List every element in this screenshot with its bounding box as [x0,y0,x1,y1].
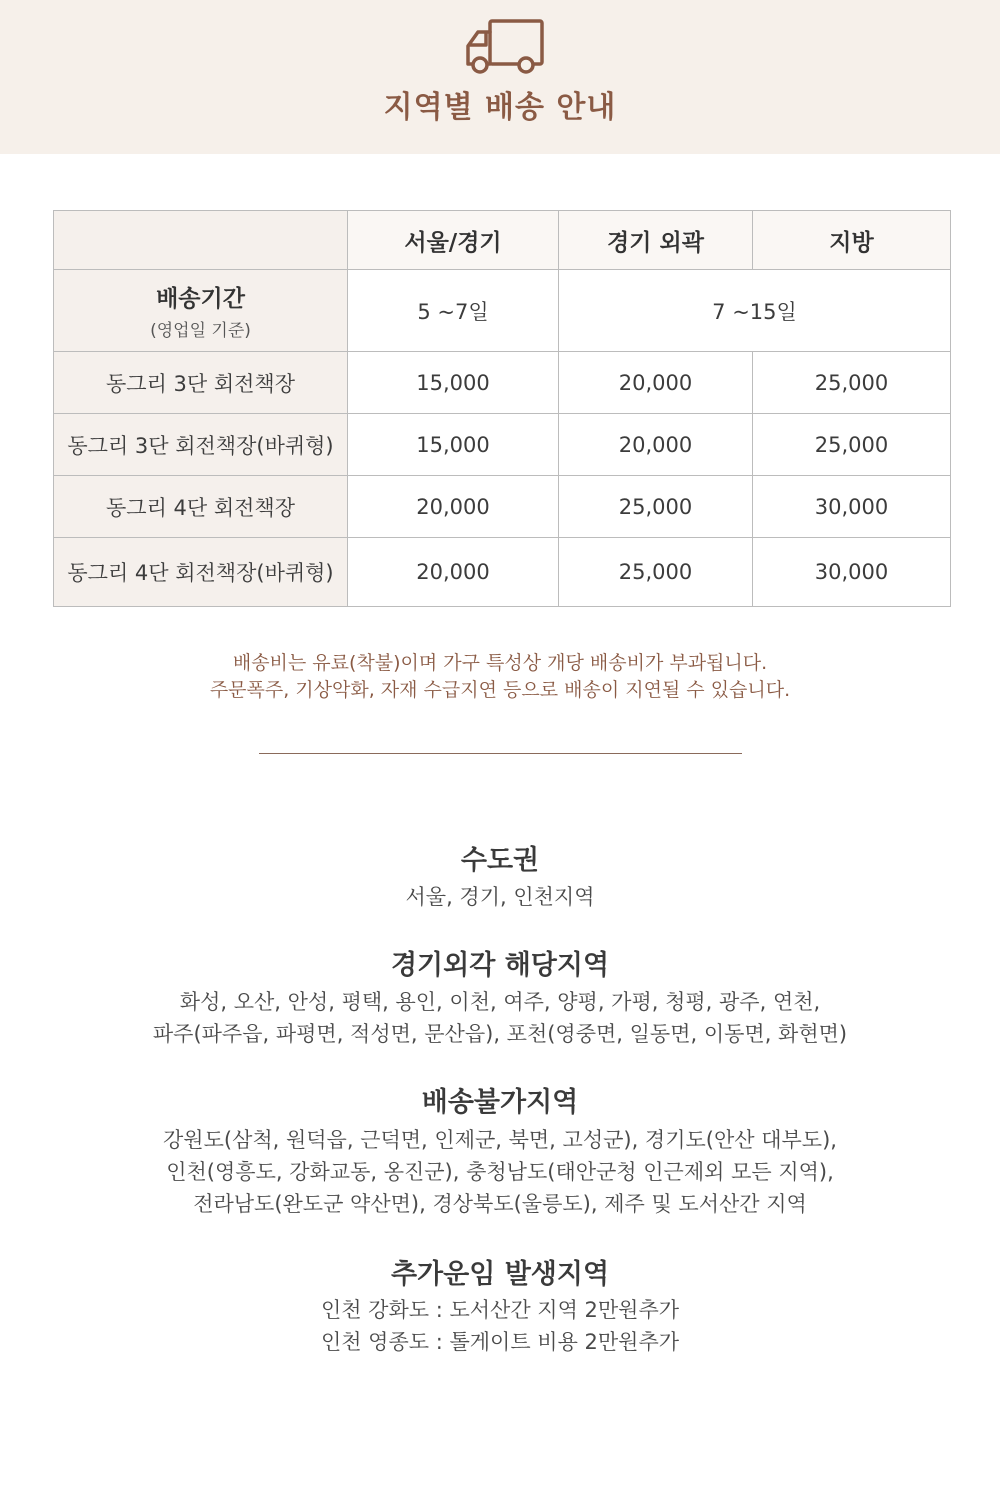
delivery-period-seoul: 5 ~7일 [348,270,559,352]
section-line: 인천(영흥도, 강화교동, 옹진군), 충청남도(태안군청 인근제외 모든 지역), [166,1160,834,1184]
fee-outer: 25,000 [559,538,753,607]
section-line: 인천 강화도 : 도서산간 지역 2만원추가 [320,1298,680,1322]
section-title-metro: 수도권 [460,845,540,876]
product-name: 동그리 3단 회전책장 [54,352,348,414]
fee-outer: 20,000 [559,414,753,476]
fee-local: 25,000 [753,352,951,414]
fee-seoul: 20,000 [348,538,559,607]
note-line: 주문폭주, 기상악화, 자재 수급지연 등으로 배송이 지연될 수 있습니다. [209,679,791,701]
column-header-local: 지방 [753,211,951,270]
page-header [0,0,1000,154]
fee-seoul: 20,000 [348,476,559,538]
product-name: 동그리 4단 회전책장 [54,476,348,538]
section-body-extra-fee [0,1294,1000,1358]
shipping-fee-table [53,210,951,607]
section-body-undeliverable [0,1124,1000,1220]
section-line: 화성, 오산, 안성, 평택, 용인, 이천, 여주, 양평, 가평, 청평, 광주, 연천, [179,990,821,1014]
delivery-period-label: 배송기간 [156,286,245,312]
section-line: 강원도(삼척, 원덕읍, 근덕면, 인제군, 북면, 고성군), 경기도(안산 대부도), [163,1128,837,1152]
column-header-outer: 경기 외곽 [559,211,753,270]
product-name: 동그리 4단 회전책장(바퀴형) [54,538,348,607]
page-title: 지역별 배송 안내 [383,90,617,125]
fee-outer: 20,000 [559,352,753,414]
table-header-row [54,211,951,270]
product-name: 동그리 3단 회전책장(바퀴형) [54,414,348,476]
table-row [54,476,951,538]
fee-seoul: 15,000 [348,414,559,476]
delivery-period-sublabel: (영업일 기준) [150,321,251,341]
table-row [54,414,951,476]
section-body-metro [0,881,1000,913]
section-line: 전라남도(완도군 약산면), 경상북도(울릉도), 제주 및 도서산간 지역 [193,1192,807,1216]
fee-outer: 25,000 [559,476,753,538]
section-title-extra-fee: 추가운임 발생지역 [390,1259,610,1290]
note-line: 배송비는 유료(착불)이며 가구 특성상 개당 배송비가 부과됩니다. [232,652,768,674]
section-line: 파주(파주읍, 파평면, 적성면, 문산읍), 포천(영중면, 일동면, 이동면, 화현면) [152,1022,848,1046]
table-row [54,352,951,414]
section-divider [259,753,742,754]
table-corner-cell [54,211,348,270]
section-title-outer: 경기외각 해당지역 [390,950,610,981]
shipping-notes [0,650,1000,704]
section-line: 인천 영종도 : 톨게이트 비용 2만원추가 [320,1330,680,1354]
fee-local: 30,000 [753,538,951,607]
fee-local: 25,000 [753,414,951,476]
fee-local: 30,000 [753,476,951,538]
column-header-seoul: 서울/경기 [348,211,559,270]
delivery-period-other: 7 ~15일 [559,270,951,352]
truck-icon [464,18,546,76]
section-title-undeliverable: 배송불가지역 [421,1087,579,1118]
fee-seoul: 15,000 [348,352,559,414]
section-body-outer [0,986,1000,1050]
delivery-period-row [54,270,951,352]
section-line: 서울, 경기, 인천지역 [405,885,595,909]
table-row [54,538,951,607]
delivery-period-label-cell [54,270,348,352]
